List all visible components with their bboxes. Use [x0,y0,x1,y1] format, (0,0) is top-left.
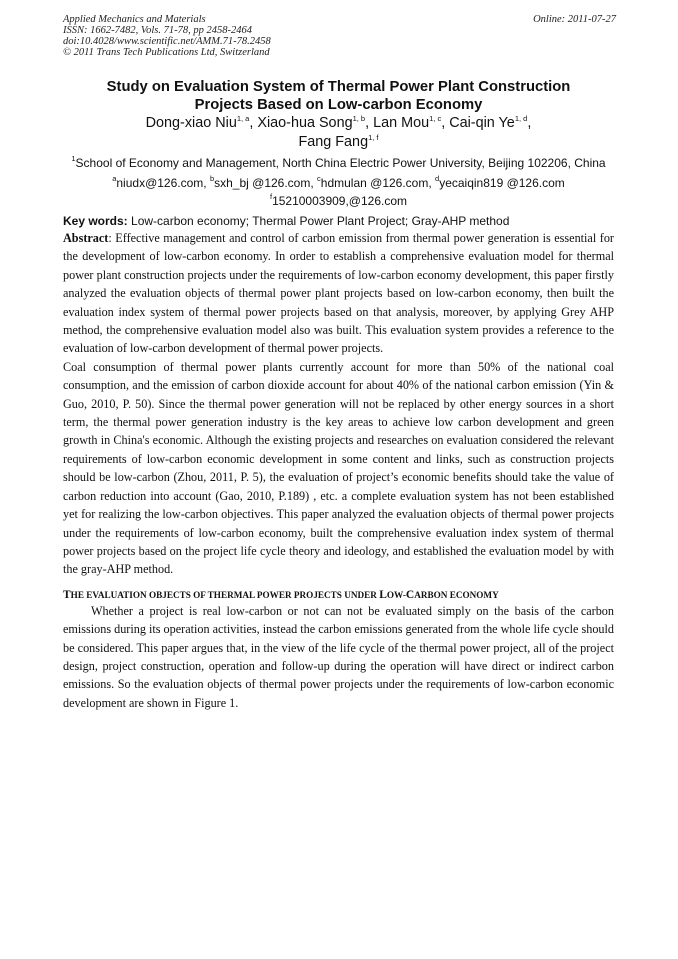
heading-text: OW- [386,589,406,600]
author-affil-sup: 1, d [514,114,528,123]
email-link[interactable]: sxh_bj @126.com, [214,176,318,190]
keywords [63,213,614,229]
author-affil-sup: 1, a [236,114,250,123]
abstract [63,229,614,358]
title-line-1: Study on Evaluation System of Thermal Power Plant Construction [106,79,571,95]
email-sup: a [112,174,117,183]
author-name: Xiao-hua Song [257,115,353,131]
email-line-1 [63,174,614,192]
author-affil-sup: 1, c [429,114,442,123]
copyright-line: © 2011 Trans Tech Publications Ltd, Switzerland [63,47,270,58]
author-separator: , [365,115,374,131]
email-link[interactable]: hdmulan @126.com, [320,176,436,190]
heading-cap: C [405,588,415,601]
email-sup: f [269,192,273,201]
title-line-2: Projects Based on Low-carbon Economy [194,97,483,113]
doi-line: doi:10.4028/www.scientific.net/AMM.71-78.2458 [63,36,271,47]
keywords-text: Low-carbon economy; Thermal Power Plant Project; Gray-AHP method [127,214,510,228]
affiliation [63,154,614,172]
heading-text: ARBON ECONOMY [414,589,499,600]
paper-title [63,78,614,114]
author-separator: , [441,115,450,131]
intro-paragraph: Coal consumption of thermal power plants currently account for more than 50% of the national coal consumption, and the emission of carbon dioxide account for about 40% of the national carbon emission (Yin & Guo, 2010, P. 50). Since the thermal power generation will not be replaced by other energy sources in a short term, the thermal power generation industry is the key areas to achieve low carbon development and green growth in China's economic. Although the existing projects and researches on evaluation considered the relevant requirements of low-carbon economic development in some content and links, such as construction projects should be low-carbon (Zhou, 2011, P. 5), the evaluation of project’s economic benefits should take the value of carbon reduction into account (Gao, 2010, P.189) , etc. a complete evaluation system has not been established yet for realizing the low-carbon objectives. This paper analyzed the evaluation objects of thermal power projects under the requirements of low-carbon economy, built the comprehensive evaluation index system of thermal power projects based on the project life cycle theory and ideology, and established the evaluation model by with the gray-AHP method. [63,359,614,577]
email-list [63,174,614,210]
email-link[interactable]: 15210003909,@126.com [272,194,408,208]
author-name: Dong-xiao Niu [145,115,237,131]
email-link[interactable]: yecaiqin819 @126.com [439,176,565,190]
keywords-label: Key words: [63,214,128,228]
heading-cap: L [379,588,387,601]
email-sup: d [435,174,440,183]
section-heading [63,588,614,602]
heading-text: HE EVALUATION OBJECTS OF THERMAL POWER PROJECTS UNDER [70,589,380,600]
author-affil-sup: 1, f [368,133,379,142]
author-affil-sup: 1, b [352,114,366,123]
affiliation-sup: 1 [71,154,76,163]
author-name: Lan Mou [373,115,430,131]
heading-cap: T [63,588,71,601]
issn-line: ISSN: 1662-7482, Vols. 71-78, pp 2458-2464 [63,25,252,36]
journal-name: Applied Mechanics and Materials [63,14,206,25]
journal-header [63,14,614,58]
email-line-2 [63,192,614,210]
abstract-text: : Effective management and control of carbon emission from thermal power generation is essential for the development of low-carbon economy. In order to establish a comprehensive evaluation model for thermal power plant construction projects under the requirements of low-carbon economy development, this paper firstly analyzed the evaluation objects of thermal power plant projects based on low-carbon economy, then built the evaluation index system of thermal power projects based on that analysis, moreover, by applying Grey AHP method, the comprehensive evaluation model also was built. This evaluation system provides a reference to the evaluation of low-carbon development of thermal power projects. [63,231,614,356]
author-separator: , [527,115,532,131]
online-date: Online: 2011-07-27 [533,14,616,25]
author-separator: , [249,115,258,131]
affiliation-text: School of Economy and Management, North China Electric Power University, Beijing 102206, China [75,156,606,170]
section-paragraph: Whether a project is real low-carbon or not can not be evaluated simply on the basis of the carbon emissions during its operation activities, instead the carbon emissions generated from the whole life cycle should be considered. This paper argues that, in the view of the life cycle of the thermal power project, all of the project design, project construction, operation and follow-up during the operation will have direct or indirect carbon emissions. So the evaluation objects of thermal power projects under the requirements of low-carbon economic development are shown in Figure 1. [63,603,615,710]
email-link[interactable]: niudx@126.com, [116,176,210,190]
author-name: Fang Fang [298,134,369,150]
author-name: Cai-qin Ye [449,115,515,131]
author-list [63,114,614,152]
email-sup: c [317,174,321,183]
abstract-label: Abstract [63,231,109,245]
email-sup: b [209,174,215,183]
